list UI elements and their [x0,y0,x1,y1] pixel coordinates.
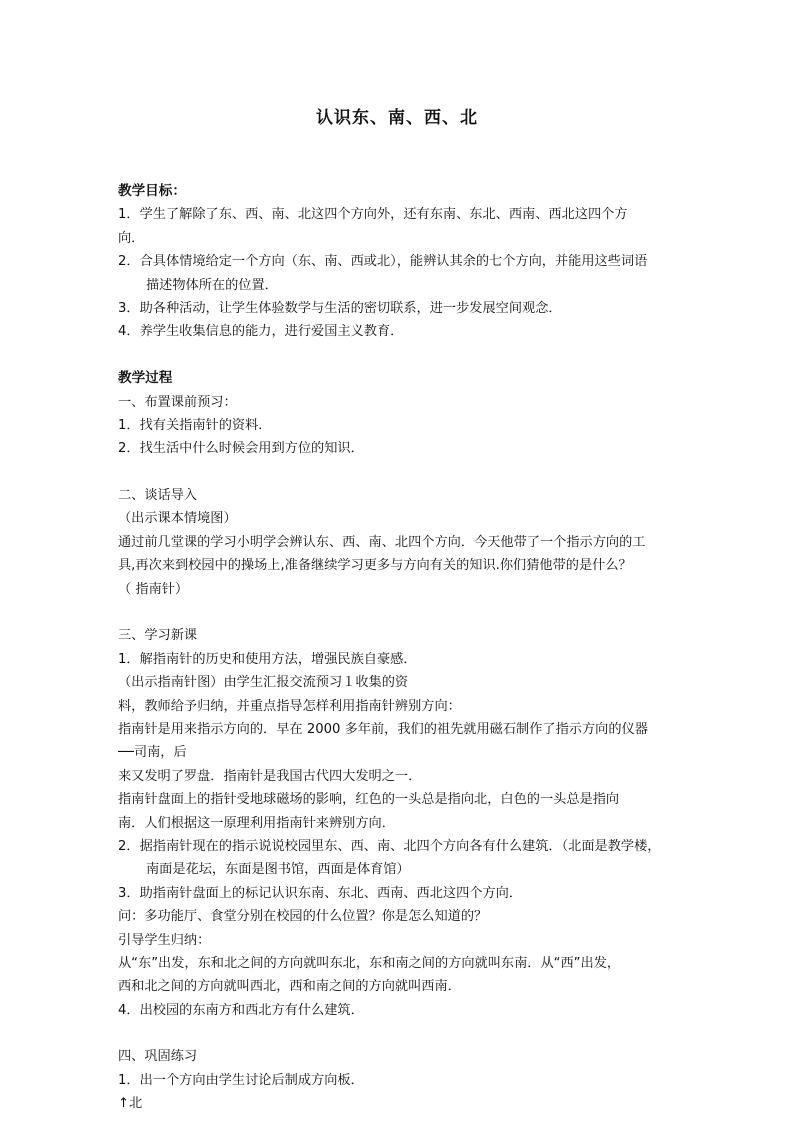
text-line: 料，教师给予归纳，并重点指导怎样利用指南针辨别方向： [118,698,461,714]
text-line: （出示指南针图）由学生汇报交流预习１收集的资 [118,675,409,691]
spacer [118,461,680,484]
text-line: 从“东”出发，东和北之间的方向就叫东北，东和南之间的方向就叫东南．从“西”出发， [118,955,621,971]
text-line: （ 指南针） [118,581,189,597]
text-line: 指南针是用来指示方向的．早在 2000 多年前，我们的祖先就用磁石制作了指示方向的仪器 [118,721,648,737]
text-line: 3．助指南针盘面上的标记认识东南、东北、西南、西北这四个方向． [118,885,523,901]
goal-line: 向． [118,230,145,246]
page-title: 认识东、南、西、北 [316,108,478,128]
text-line: 指南针盘面上的指针受地球磁场的影响，红色的一头总是指向北，白色的一头总是指向 [118,792,620,808]
document-body [118,180,680,1116]
list-item: 1．找有关指南针的资料． [118,417,272,433]
goal-line: 4．养学生收集信息的能力，进行爱国主义教育． [118,324,404,340]
text-line: 4．出校园的东南方和西北方有什么建筑． [118,1002,364,1018]
text-line: 通过前几堂课的学习小明学会辨认东、西、南、北四个方向．今天他带了一个指示方向的工 [118,534,646,550]
goal-line: 1．学生了解除了东、西、南、北这四个方向外，还有东南、东北、西南、西北这四个方 [118,207,628,223]
text-line: 西和北之间的方向就叫西北，西和南之间的方向就叫西南． [118,979,461,995]
text-line: 1．解指南针的历史和使用方法，增强民族自豪感． [118,651,417,667]
list-item: 2．找生活中什么时候会用到方位的知识． [118,441,364,457]
goal-line: 描述物体所在的位置． [146,277,278,293]
text-line: （出示课本情境图） [118,511,237,527]
north-arrow-label: ↑北 [118,1096,143,1112]
text-line: 引导学生归纳： [118,932,211,948]
text-line: 南面是花坛，东面是图书馆，西面是体育馆） [146,862,410,878]
text-line: 问：多功能厅、食堂分别在校园的什么位置？你是怎么知道的？ [118,909,488,925]
section-title: 三、学习新课 [118,628,198,644]
spacer [118,344,680,367]
goal-line: 2．合具体情境给定一个方向（东、南、西或北），能辨认其余的七个方向，并能用这些词语 [118,254,648,270]
section-title: 二、谈话导入 [118,488,198,504]
spacer [118,601,680,624]
text-line: 具,再次来到校园中的操场上,准备继续学习更多与方向有关的知识.你们猜他带的是什么？ [118,558,632,574]
goals-heading: 教学目标： [118,183,186,199]
goal-line: 3．助各种活动，让学生体验数学与生活的密切联系，进一步发展空间观念． [118,300,562,316]
section-title: 四、巩固练习 [118,1049,198,1065]
text-line: 南．人们根据这一原理利用指南针来辨别方向． [118,815,395,831]
text-line: 1．出一个方向由学生讨论后制成方向板． [118,1072,364,1088]
text-line: ──司南，后 [118,745,187,761]
process-heading: 教学过程 [118,370,173,387]
section-title: 一、布置课前预习： [118,394,237,410]
spacer [118,1022,680,1045]
text-line: 2．据指南针现在的指示说说校园里东、西、南、北四个方向各有什么建筑．（北面是教学楼， [118,838,661,854]
text-line: 来又发明了罗盘．指南针是我国古代四大发明之一． [118,768,422,784]
